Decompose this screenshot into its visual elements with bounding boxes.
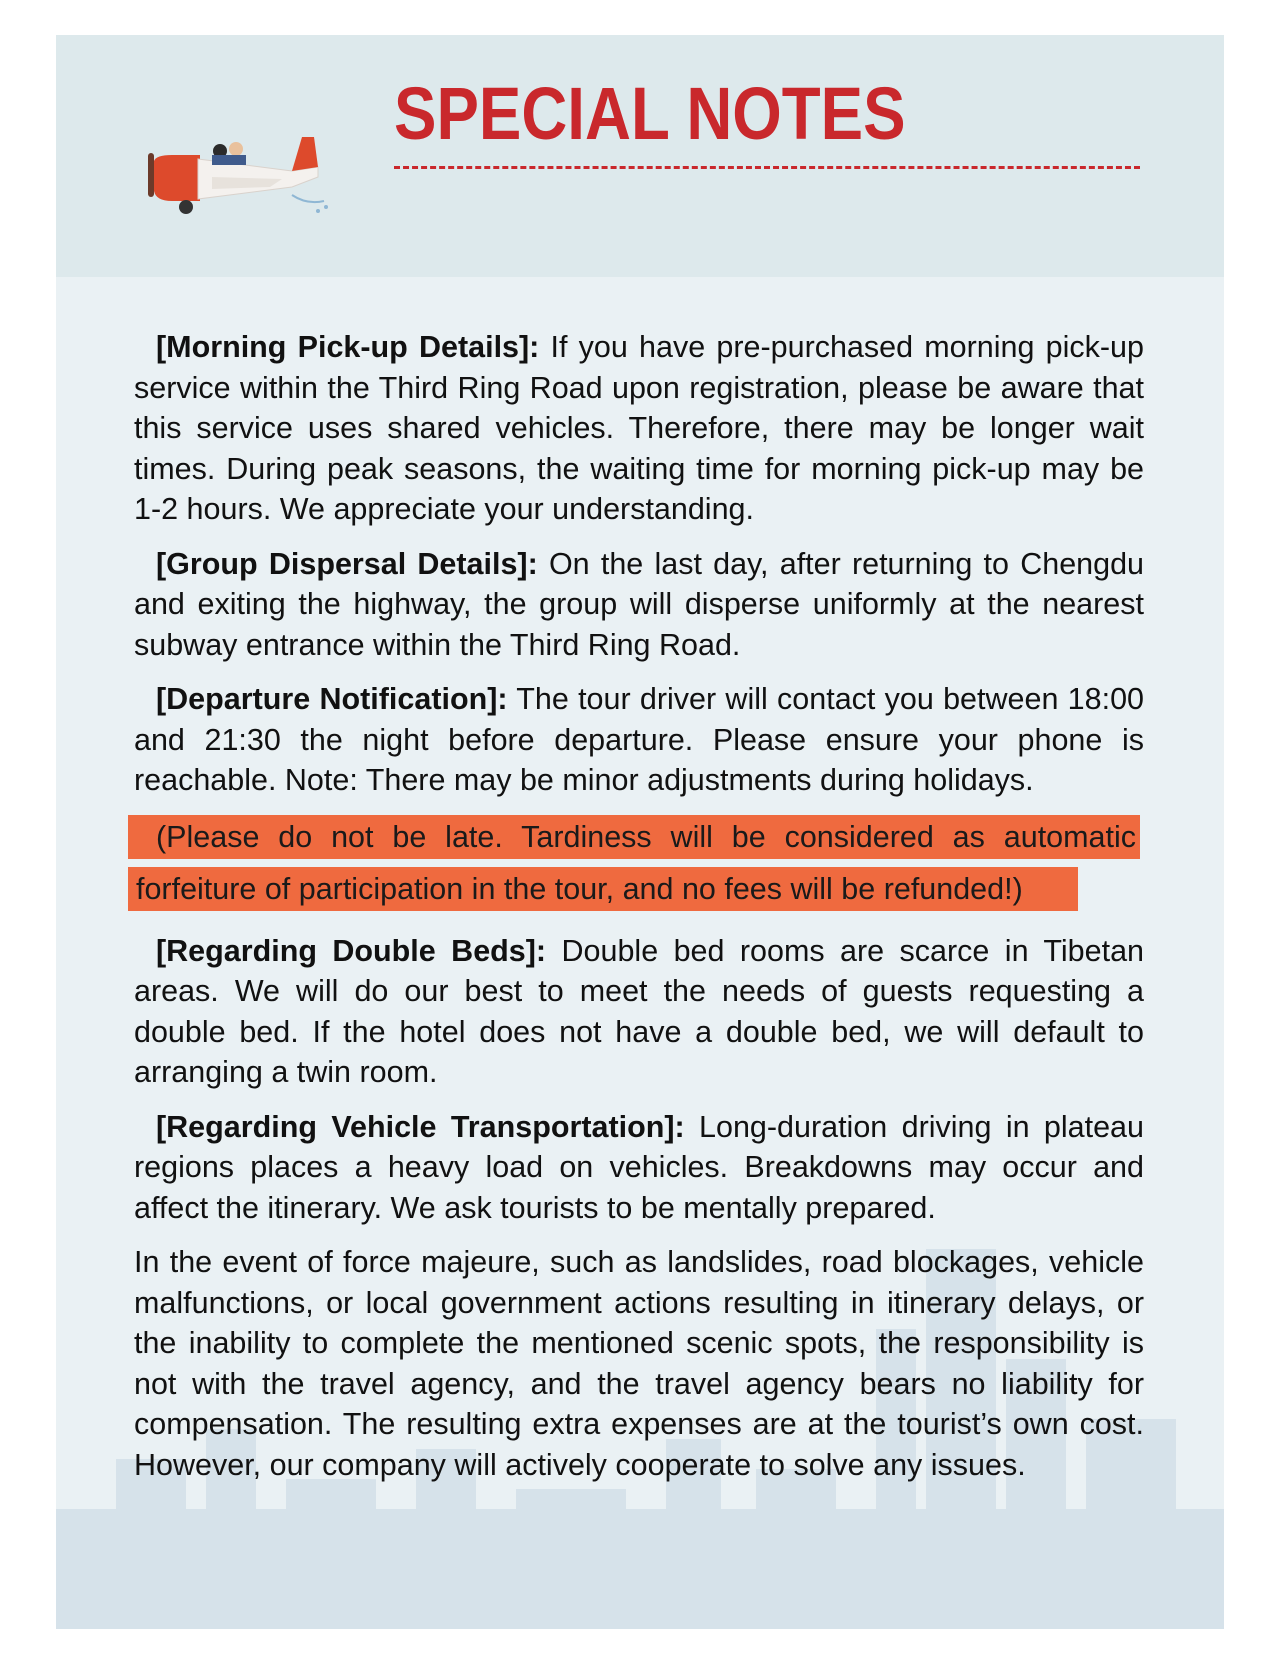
note-group-dispersal	[134, 544, 1144, 666]
note-text: On the last day, after returning to Chengdu and exiting the highway, the group will disperse uniformly at the nearest subway entrance within the Third Ring Road.	[134, 546, 1145, 662]
note-departure-notification	[134, 679, 1144, 801]
airplane-icon	[142, 115, 332, 235]
warning-line-2: forfeiture of participation in the tour, and no fees will be refunded!)	[128, 867, 1078, 911]
note-heading: [Departure Notification]:	[156, 682, 508, 716]
note-heading: [Regarding Double Beds]:	[156, 933, 547, 968]
notice-sheet	[56, 35, 1224, 1629]
note-text: Long-duration driving in plateau regions places a heavy load on vehicles. Breakdowns may occur and affect the itinerary. We ask tourists to be mentally prepared.	[134, 1109, 1144, 1225]
note-vehicle-transportation	[134, 1107, 1144, 1229]
page-title: SPECIAL NOTES	[394, 72, 906, 155]
note-text: The tour driver will contact you between 18:00 and 21:30 the night before departure. Please ensure your phone is reachable. Note: There may be minor adjustments during holidays.	[134, 682, 1145, 797]
lateness-warning	[128, 815, 1144, 911]
note-morning-pickup	[134, 327, 1144, 530]
notes-body	[134, 327, 1144, 1499]
title-dashed-rule	[394, 166, 1140, 169]
note-text: Double bed rooms are scarce in Tibetan areas. We will do our best to meet the needs of guests requesting a double bed. If the hotel does not have a double bed, we will default to arranging a twin room.	[134, 933, 1144, 1089]
note-heading: [Group Dispersal Details]:	[156, 546, 538, 581]
note-double-beds	[134, 931, 1144, 1093]
warning-line-1: (Please do not be late. Tardiness will be considered as automatic	[128, 815, 1140, 859]
force-majeure-note: In the event of force majeure, such as landslides, road blockages, vehicle malfunctions, or local government actions resulting in itinerary delays, or the inability to complete the mentioned scenic spots, the responsibility is not with the travel agency, and the travel agency bears no liability for compensation. The resulting extra expenses are at the tourist’s own cost. However, our company will actively cooperate to solve any issues.	[134, 1245, 1144, 1482]
note-heading: [Morning Pick-up Details]:	[156, 330, 540, 364]
note-heading: [Regarding Vehicle Transportation]:	[156, 1109, 685, 1144]
note-text: If you have pre-purchased morning pick-up service within the Third Ring Road upon registration, please be aware that this service uses shared vehicles. Therefore, there may be longer wait times. During peak seasons, the waiting time for morning pick-up may be 1-2 hours. We appreciate your understanding.	[134, 330, 1144, 526]
